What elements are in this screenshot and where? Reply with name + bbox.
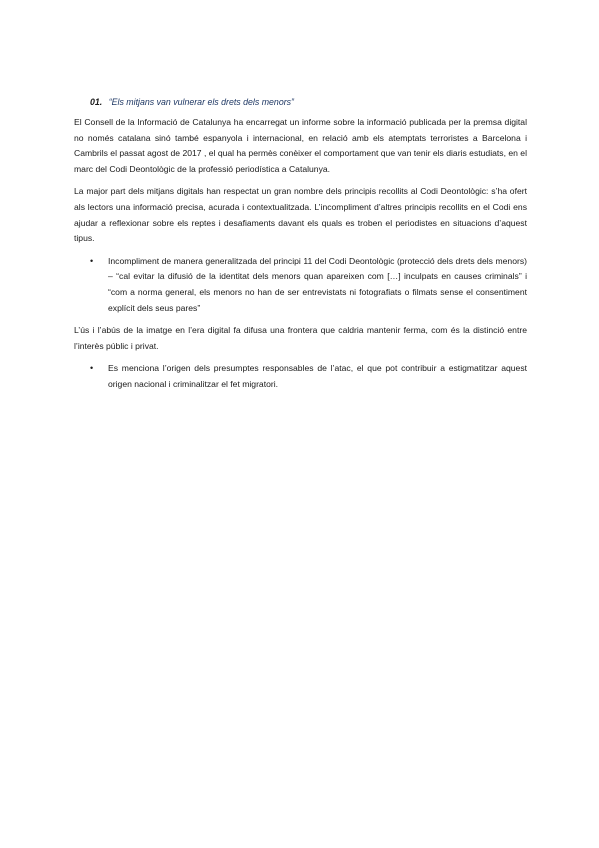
paragraph-principles: La major part dels mitjans digitals han respectat un gran nombre dels principis recollits al Codi Deontològic: s’ha ofert als lectors una informació precisa, acurada i contextualitzada. L’incompliment d’altres principis recollits en el Codi ens ajudar a reflexionar sobre els reptes i desafiaments davant els quals es troben el periodistes en situacions d’aquest tipus. bbox=[74, 186, 527, 244]
section-number: 01. bbox=[90, 97, 103, 107]
section-title: “Els mitjans van vulnerar els drets dels menors” bbox=[108, 97, 294, 107]
document-body bbox=[74, 95, 527, 400]
bullet-icon: • bbox=[90, 255, 94, 266]
bullet-list-minors bbox=[74, 254, 527, 316]
list-item bbox=[74, 361, 527, 392]
bullet-text-origin: Es menciona l’origen dels presumptes responsables de l’atac, el que pot contribuir a estigmatitzar aquest origen nacional i criminalitzar el fet migratori. bbox=[108, 363, 527, 389]
paragraph-intro: El Consell de la Informació de Catalunya ha encarregat un informe sobre la informació publicada per la premsa digital no només catalana sinó també espanyola i internacional, en relació amb els atemptats terroristes a Barcelona i Cambrils el passat agost de 2017 , el qual ha permès conèixer el comportament que van tenir els diaris estudiats, en el marc del Codi Deontològic de la professió periodística a Catalunya. bbox=[74, 117, 527, 174]
paragraph-image-use: L’ús i l’abús de la imatge en l’era digital fa difusa una frontera que caldria mantenir ferma, com és la distinció entre l’interès públic i privat. bbox=[74, 325, 527, 351]
bullet-icon: • bbox=[90, 363, 94, 374]
bullet-text-minors: Incompliment de manera generalitzada del principi 11 del Codi Deontològic (protecció dels drets dels menors) – “cal evitar la difusió de la identitat dels menors quan apareixen com […] inculpats en causes criminals” i “com a norma general, els menors no han de ser entrevistats ni fotografiats o filmats sense el consentiment explícit dels seus pares” bbox=[108, 255, 527, 313]
section-heading bbox=[90, 95, 527, 109]
bullet-list-origin bbox=[74, 361, 527, 392]
list-item bbox=[74, 254, 527, 316]
